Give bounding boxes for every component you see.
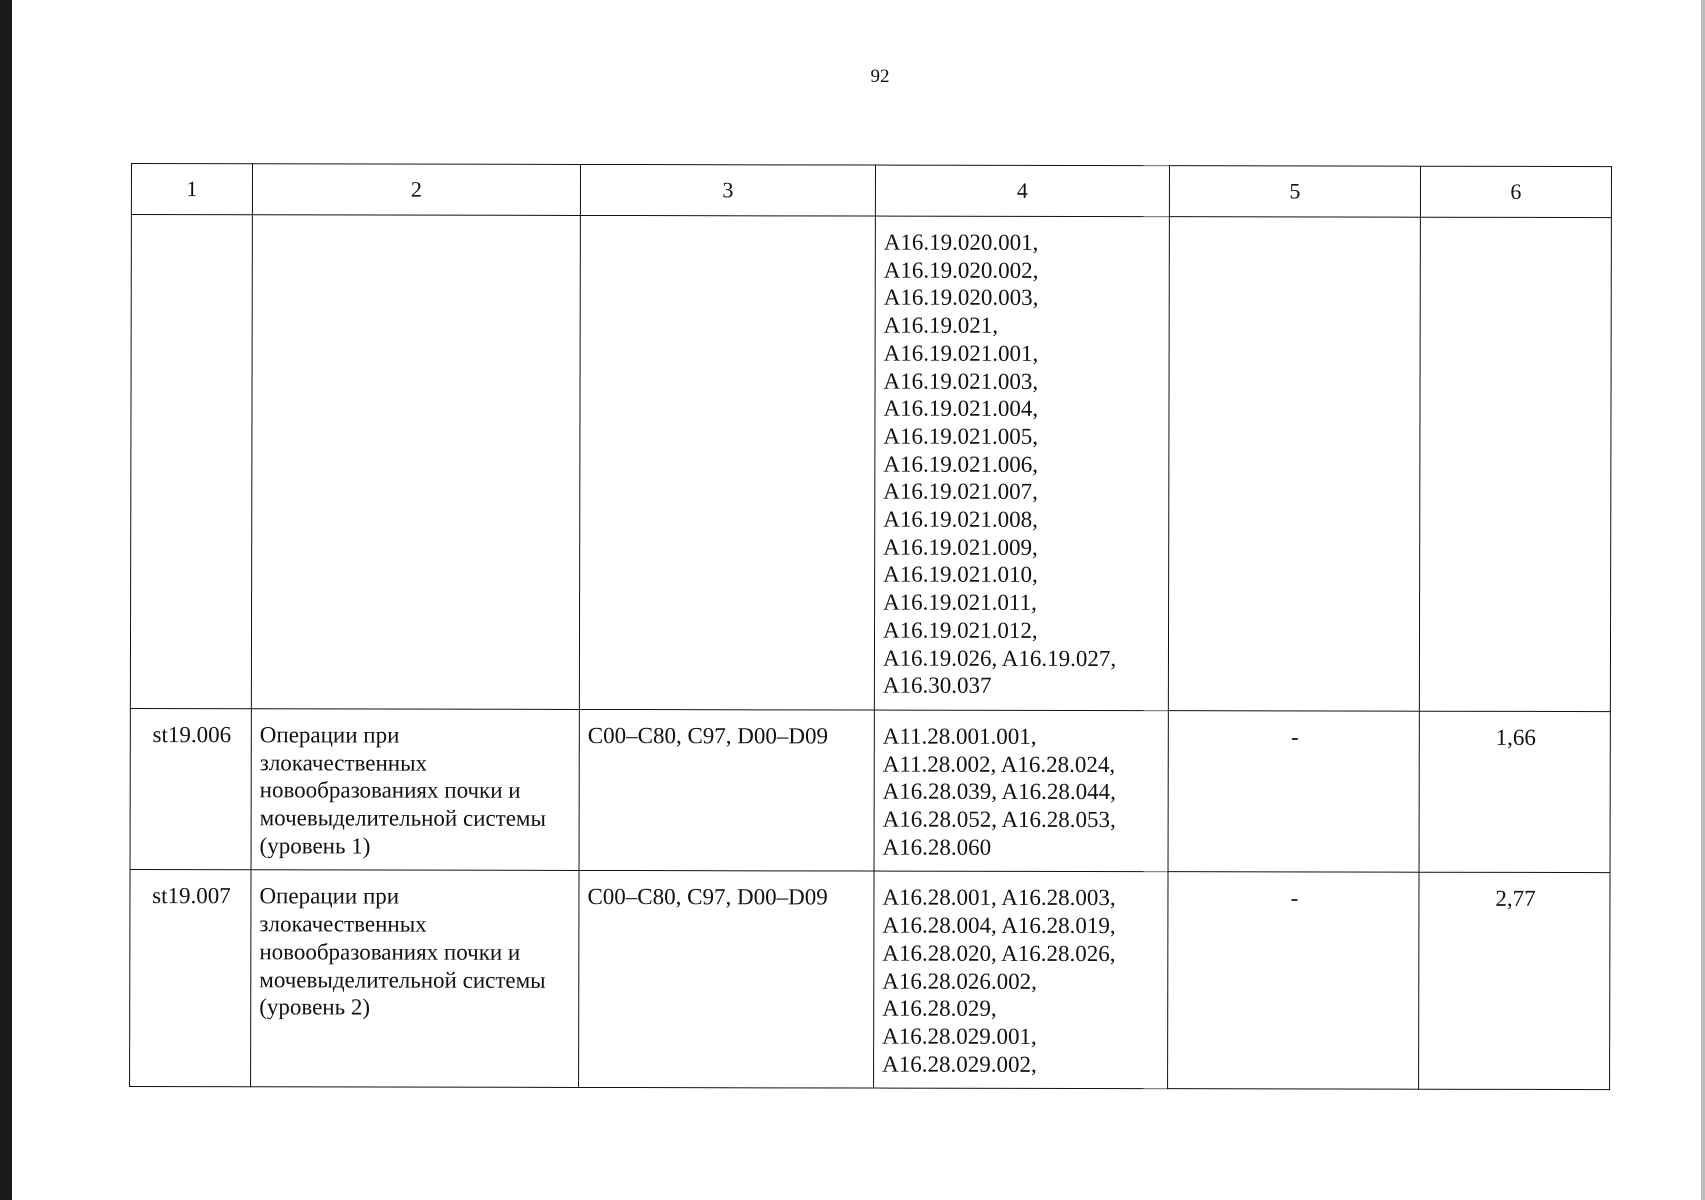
service-code: A11.28.002, A16.28.024, xyxy=(882,751,1116,777)
ksg-name-line: злокачественных xyxy=(259,749,428,776)
service-code: A16.19.020.002, xyxy=(883,257,1039,283)
service-code: A16.19.021.001, xyxy=(883,340,1039,366)
diagnosis-codes: C00–C80, C97, D00–D09 xyxy=(579,709,874,871)
service-code: A16.19.021.008, xyxy=(883,506,1038,532)
ksg-code: st19.007 xyxy=(130,870,251,1087)
tariff-table xyxy=(129,163,1612,1090)
page-number: 92 xyxy=(870,66,890,87)
service-code: A16.19.021.009, xyxy=(883,534,1038,560)
coefficient-value: 1,66 xyxy=(1419,711,1610,873)
table-header-row xyxy=(131,164,1611,218)
service-code: A16.19.021.004, xyxy=(883,395,1039,422)
service-code: A16.19.021.010, xyxy=(883,562,1038,588)
ksg-name-line: (уровень 1) xyxy=(259,833,371,859)
cont-cell-3 xyxy=(579,215,875,710)
ksg-name-line: (уровень 2) xyxy=(259,994,371,1020)
service-code: A16.28.060 xyxy=(882,834,992,860)
service-code: A16.19.020.003, xyxy=(883,284,1039,311)
ksg-name-line: злокачественных xyxy=(259,911,427,937)
ksg-name-line: Операции при xyxy=(259,722,400,748)
service-code: A16.28.026.002, xyxy=(882,968,1037,994)
service-code: A16.19.020.001, xyxy=(883,229,1039,255)
service-code: A16.19.021.005, xyxy=(883,423,1039,449)
service-code: A16.28.001, A16.28.003, xyxy=(882,885,1116,911)
header-cell-4: 4 xyxy=(875,165,1169,217)
scan-right-edge xyxy=(1701,0,1705,1200)
service-code: A11.28.001.001, xyxy=(882,723,1037,749)
services-cell xyxy=(874,872,1168,1090)
ksg-name-line: новообразованиях почки и xyxy=(259,777,521,804)
ksg-name-line: мочевыделительной системы xyxy=(259,966,546,993)
service-code: A16.28.029.001, xyxy=(882,1023,1037,1049)
service-code: A16.28.052, A16.28.053, xyxy=(882,806,1116,833)
service-code: A16.19.021.007, xyxy=(883,478,1038,505)
service-code: A16.28.004, A16.28.019, xyxy=(882,912,1116,939)
header-cell-6: 6 xyxy=(1420,166,1611,217)
header-cell-5: 5 xyxy=(1169,166,1420,218)
service-code: A16.19.026, A16.19.027, xyxy=(882,645,1117,671)
service-code: A16.19.021.003, xyxy=(883,368,1039,394)
cont-cell-2 xyxy=(251,215,580,710)
ksg-name-cell xyxy=(251,709,579,871)
continuation-row xyxy=(130,215,1611,712)
ksg-name-line: мочевыделительной системы xyxy=(259,805,546,831)
service-code: A16.19.021.011, xyxy=(883,589,1037,616)
service-code: A16.19.021, xyxy=(883,312,999,338)
ksg-name-line: Операции при xyxy=(259,883,400,910)
cont-services-cell xyxy=(874,216,1169,711)
service-code: A16.28.039, A16.28.044, xyxy=(882,778,1116,805)
ksg-name-line: новообразованиях почки и xyxy=(259,939,521,965)
header-cell-1: 1 xyxy=(131,164,252,215)
header-cell-2: 2 xyxy=(252,164,580,216)
col5-value: - xyxy=(1168,872,1419,1089)
ksg-code: st19.006 xyxy=(130,708,251,870)
table-row xyxy=(130,870,1610,1090)
service-code: A16.30.037 xyxy=(882,672,992,699)
services-cell xyxy=(874,710,1168,872)
ksg-name-cell xyxy=(251,870,579,1088)
cont-cell-6 xyxy=(1419,217,1611,711)
service-code: A16.28.029, xyxy=(882,995,997,1022)
service-code: A16.28.020, A16.28.026, xyxy=(882,940,1116,966)
cont-cell-5 xyxy=(1168,217,1420,711)
service-code: A16.19.021.006, xyxy=(883,451,1039,477)
table-row xyxy=(130,708,1610,873)
cont-cell-1 xyxy=(130,215,252,709)
scan-left-border xyxy=(0,0,12,1200)
coefficient-value: 2,77 xyxy=(1419,873,1610,1090)
service-code: A16.28.029.002, xyxy=(882,1051,1037,1077)
col5-value: - xyxy=(1168,711,1419,873)
service-code: A16.19.021.012, xyxy=(882,617,1038,643)
header-cell-3: 3 xyxy=(580,164,875,216)
diagnosis-codes: C00–C80, C97, D00–D09 xyxy=(579,871,874,1089)
